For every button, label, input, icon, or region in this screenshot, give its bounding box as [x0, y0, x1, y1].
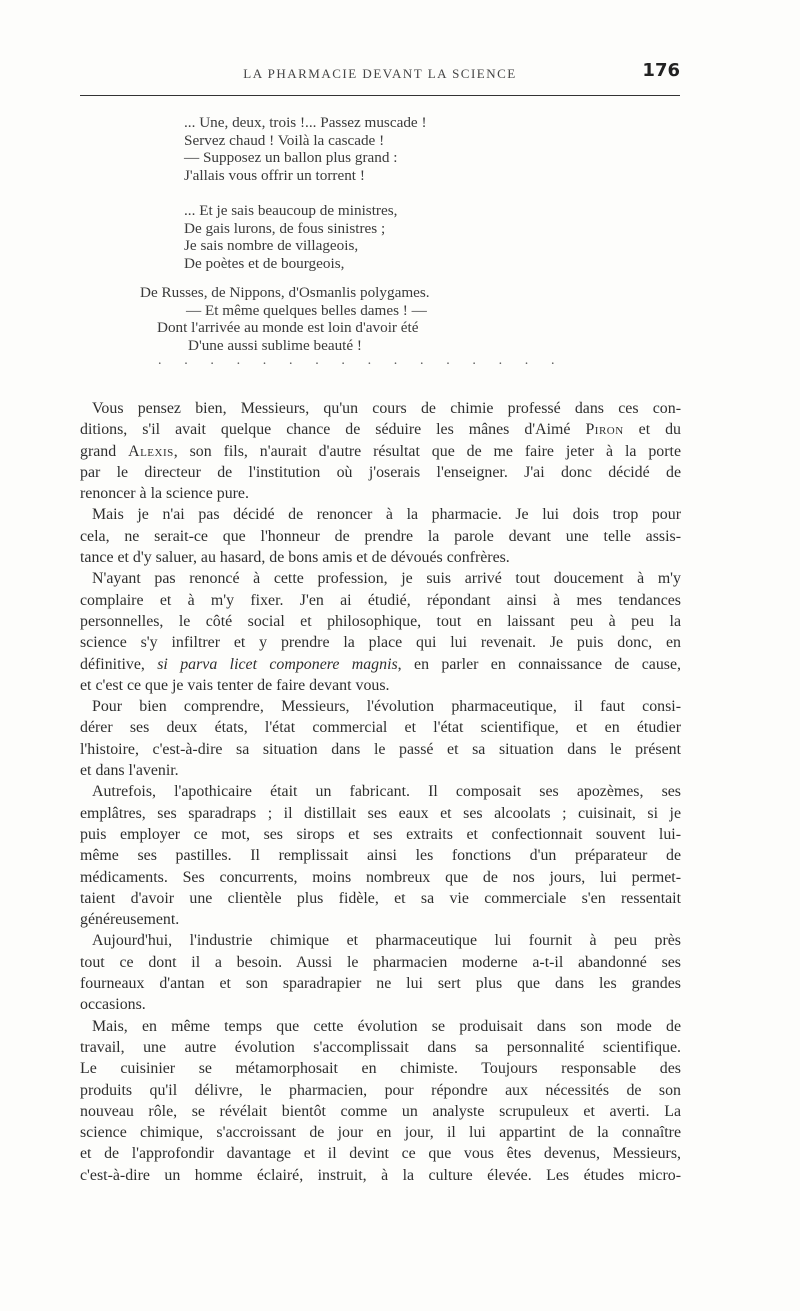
text-line: fourneaux d'antan et son sparadrapier ne lui sert plus que dans les grandes	[80, 975, 681, 993]
text-line: renoncer à la science pure.	[80, 485, 249, 503]
text-line: produits qu'il délivre, le pharmacien, pour répondre aux nécessités de son	[80, 1081, 681, 1099]
verse-line: ... Et je sais beaucoup de ministres,	[184, 202, 398, 219]
text-line: complaire et à m'y fixer. J'en ai étudié, répondant ainsi à mes tendances	[80, 591, 681, 609]
text-line: et dans l'avenir.	[80, 762, 179, 780]
text-line: tance et d'y saluer, au hasard, de bons amis et de dévoués confrères.	[80, 549, 510, 567]
text-line: ditions, s'il avait quelque chance de séduire les mânes d'Aimé Piron et du	[80, 421, 681, 439]
text-line: Mais je n'ai pas décidé de renoncer à la pharmacie. Je lui dois trop pour	[92, 506, 681, 524]
text-line: puis employer ce mot, ses sirops et ses extraits et confectionnait souvent lui-	[80, 825, 681, 843]
text-line: Autrefois, l'apothicaire était un fabricant. Il composait ses apozèmes, ses	[92, 783, 681, 801]
text-line: N'ayant pas renoncé à cette profession, je suis arrivé tout doucement à m'y	[92, 570, 681, 588]
text-line: par le directeur de l'institution où j'oserais l'enseigner. J'ai donc décidé de	[80, 463, 681, 481]
text-line: grand Alexis, son fils, n'aurait d'autre résultat que de me faire jeter à la porte	[80, 442, 681, 460]
text-line: Le cuisinier se métamorphosait en chimiste. Toujours responsable des	[80, 1060, 681, 1078]
text-line: Aujourd'hui, l'industrie chimique et pharmaceutique lui fournit à peu près	[92, 932, 681, 950]
verse-line: D'une aussi sublime beauté !	[188, 336, 362, 354]
verse-line: De Russes, de Nippons, d'Osmanlis polygames.	[140, 284, 430, 301]
text-line: travail, une autre évolution s'accomplissait dans sa personnalité scientifique.	[80, 1038, 681, 1056]
name-smallcaps: Piron	[585, 421, 624, 439]
text-line: même ses pastilles. Il remplissait ainsi les fonctions d'un préparateur de	[80, 847, 681, 865]
text-line: Vous pensez bien, Messieurs, qu'un cours de chimie professé dans ces con-	[92, 400, 681, 417]
text-line: cela, ne serait-ce que l'honneur de prendre la parole devant une telle assis-	[80, 527, 681, 545]
text-line: tout ce dont il a besoin. Aussi le pharmacien moderne a-t-il abandonné ses	[80, 953, 681, 971]
text-line: et c'est ce que je vais tenter de faire devant vous.	[80, 676, 390, 694]
name-smallcaps: Alexis	[128, 442, 174, 460]
text-line: Pour bien comprendre, Messieurs, l'évolution pharmaceutique, il faut consi-	[92, 698, 681, 716]
text-line: nouveau rôle, se révélait bientôt comme un analyste scrupuleux et averti. La	[80, 1102, 681, 1120]
running-title: LA PHARMACIE DEVANT LA SCIENCE	[243, 66, 517, 81]
body-text	[80, 398, 681, 1186]
text-line: personnelles, le côté social et philosophique, tout en laissant peu à peu la	[80, 612, 681, 630]
verse-line: Servez chaud ! Voilà la cascade !	[184, 131, 385, 149]
text-line: science chimique, s'accroissant de jour en jour, il lui appartint de la connaître	[80, 1124, 681, 1142]
poem-stanza-1	[184, 114, 800, 184]
text-line: c'est-à-dire un homme éclairé, instruit, à la culture élevée. Les études micro-	[80, 1166, 681, 1184]
poem-stanza-3	[140, 284, 800, 354]
poem-stanza-2	[184, 202, 800, 272]
page-header	[80, 60, 680, 90]
text-line: occasions.	[80, 996, 146, 1014]
verse-line: De poètes et de bourgeois,	[184, 254, 345, 272]
text-line: dérer ses deux états, l'état commercial et l'état scientifique, et en étudier	[80, 719, 681, 737]
verse-line: — Et même quelques belles dames ! —	[186, 301, 427, 319]
text-line: médicaments. Ses concurrents, moins nombreux que de nos jours, lui permet-	[80, 868, 681, 886]
ellipsis-row: . . . . . . . . . . . . . . . .	[158, 353, 565, 368]
verse-line: — Supposez un ballon plus grand :	[184, 149, 398, 167]
verse-line: Dont l'arrivée au monde est loin d'avoir été	[157, 319, 419, 337]
latin-quote: si parva licet componere magnis	[157, 655, 398, 673]
verse-line: ... Une, deux, trois !... Passez muscade !	[184, 114, 427, 131]
text-line: taient d'avoir une clientèle plus fidèle, et sa vie commerciale s'en ressentait	[80, 889, 681, 907]
text-line: science s'y infiltrer et y prendre la place qui lui revenait. Je puis donc, en	[80, 634, 681, 652]
page-number: 176	[642, 60, 680, 81]
text-line: l'histoire, c'est-à-dire sa situation dans le passé et sa situation dans le présent	[80, 740, 681, 758]
text-line: emplâtres, ses sparadraps ; il distillait ses eaux et ses alcoolats ; cuisinait, si je	[80, 804, 681, 822]
header-rule	[80, 95, 680, 96]
verse-line: Je sais nombre de villageois,	[184, 237, 359, 255]
text-line: définitive, si parva licet componere magnis, en parler en connaissance de cause,	[80, 655, 681, 673]
text-line: généreusement.	[80, 911, 180, 929]
verse-line: J'allais vous offrir un torrent !	[184, 166, 365, 184]
text-line: et de l'approfondir davantage et il devint ce que vous êtes devenus, Messieurs,	[80, 1145, 681, 1163]
verse-line: De gais lurons, de fous sinistres ;	[184, 219, 386, 237]
text-line: Mais, en même temps que cette évolution se produisait dans son mode de	[92, 1017, 681, 1035]
